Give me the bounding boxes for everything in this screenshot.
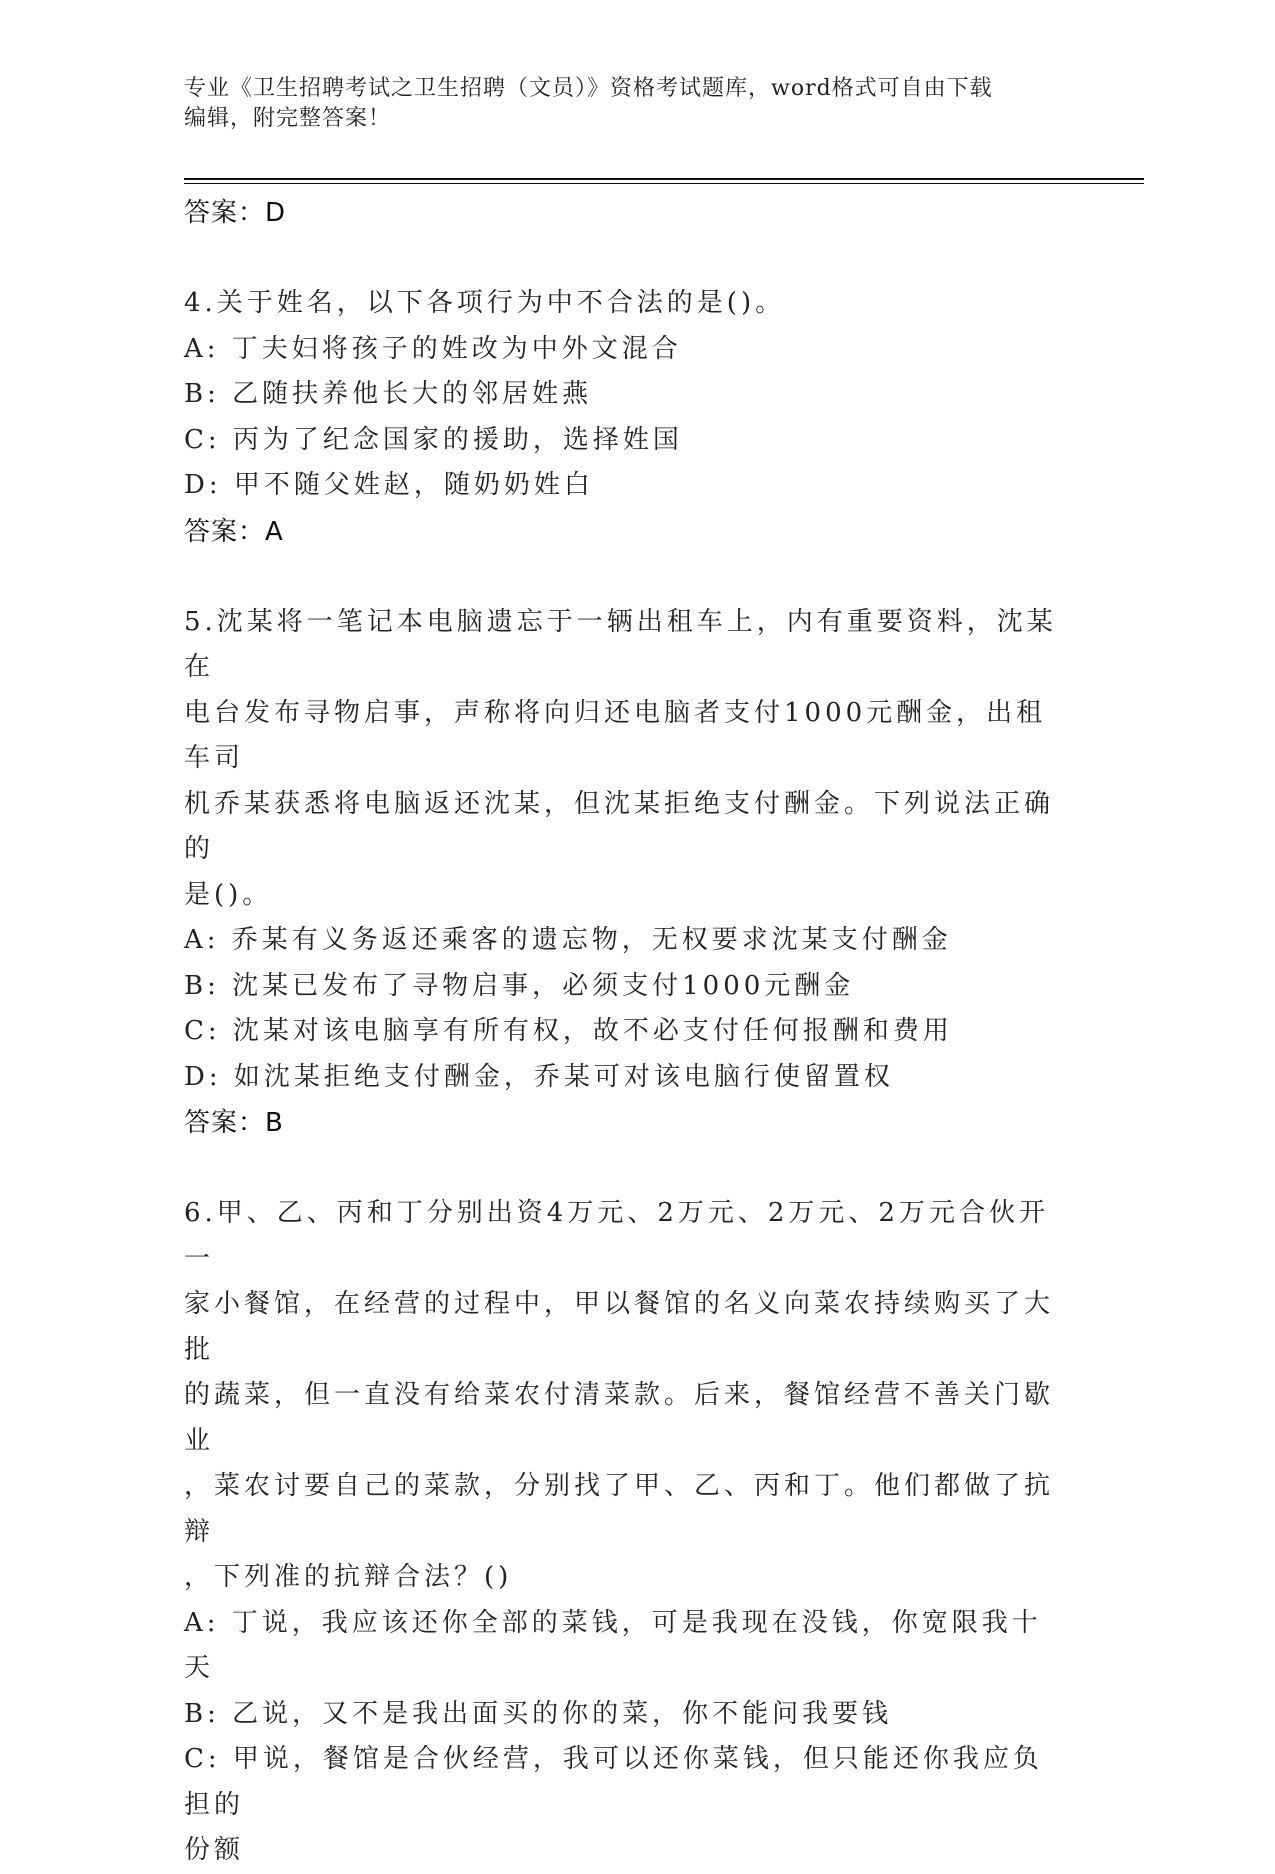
question-4-option-c: C: 丙为了纪念国家的援助，选择姓国: [184, 424, 683, 455]
question-4-option-d: D: 甲不随父姓赵，随奶奶姓白: [184, 470, 594, 500]
header-line-2: 编辑，附完整答案！: [184, 106, 392, 131]
question-content: [184, 190, 1064, 1874]
question-5-option-a: A: 乔某有义务返还乘客的遗忘物，无权要求沈某支付酬金: [184, 925, 952, 955]
question-6-option-c-line-1: C: 甲说，餐馆是合伙经营，我可以还你菜钱，但只能还你我应负担的: [184, 1744, 1043, 1820]
question-6-stem-line-4: ，菜农讨要自己的菜款，分别找了甲、乙、丙和丁。他们都做了抗辩: [184, 1471, 1055, 1547]
question-4-stem: 4.关于姓名，以下各项行为中不合法的是()。: [184, 288, 786, 318]
question-4-option-a: A: 丁夫妇将孩子的姓改为中外文混合: [184, 333, 682, 364]
spacer: [184, 236, 1064, 281]
header-rule-thick: [184, 178, 1144, 180]
question-6-option-b: B: 乙说，又不是我出面买的你的菜，你不能问我要钱: [184, 1698, 893, 1729]
question-6-stem-line-5: ，下列准的抗辩合法？(): [184, 1562, 513, 1592]
question-6-option-c-line-2: 份额: [184, 1835, 245, 1865]
answer-q3: 答案：D: [184, 198, 287, 228]
question-5-option-d: D: 如沈某拒绝支付酬金，乔某可对该电脑行使留置权: [184, 1061, 894, 1092]
document-header: [184, 74, 1084, 134]
question-6-stem-line-3: 的蔬菜，但一直没有给菜农付清菜款。后来，餐馆经营不善关门歇业: [184, 1380, 1055, 1456]
question-6-stem-line-2: 家小餐馆，在经营的过程中，甲以餐馆的名义向菜农持续购买了大批: [184, 1289, 1055, 1365]
question-5-stem-line-4: 是()。: [184, 879, 273, 910]
question-4-option-b: B: 乙随扶养他长大的邻居姓燕: [184, 379, 593, 409]
answer-q4: 答案：A: [184, 516, 284, 547]
header-rule-thin: [184, 183, 1144, 184]
spacer: [184, 1146, 1064, 1191]
spacer: [184, 555, 1064, 600]
question-6: [184, 1191, 1064, 1874]
question-6-stem-line-1: 6.甲、乙、丙和丁分别出资4万元、2万元、2万元、2万元合伙开一: [184, 1198, 1049, 1274]
header-line-1: 专业《卫生招聘考试之卫生招聘（文员）》资格考试题库，word格式可自由下载: [184, 76, 993, 101]
question-6-option-a: A: 丁说，我应该还你全部的菜钱，可是我现在没钱，你宽限我十天: [184, 1607, 1042, 1683]
question-4: [184, 281, 1064, 555]
question-5-stem-line-1: 5.沈某将一笔记本电脑遗忘于一辆出租车上，内有重要资料，沈某在: [184, 606, 1057, 682]
question-5-option-c: C: 沈某对该电脑享有所有权，故不必支付任何报酬和费用: [184, 1016, 953, 1046]
answer-q5: 答案：B: [184, 1108, 284, 1138]
question-5-stem-line-3: 机乔某获悉将电脑返还沈某，但沈某拒绝支付酬金。下列说法正确的: [184, 788, 1055, 864]
question-5-stem-line-2: 电台发布寻物启事，声称将向归还电脑者支付1000元酬金，出租车司: [184, 697, 1047, 773]
question-5-option-b: B: 沈某已发布了寻物启事，必须支付1000元酬金: [184, 970, 855, 1001]
question-5: [184, 600, 1064, 1147]
